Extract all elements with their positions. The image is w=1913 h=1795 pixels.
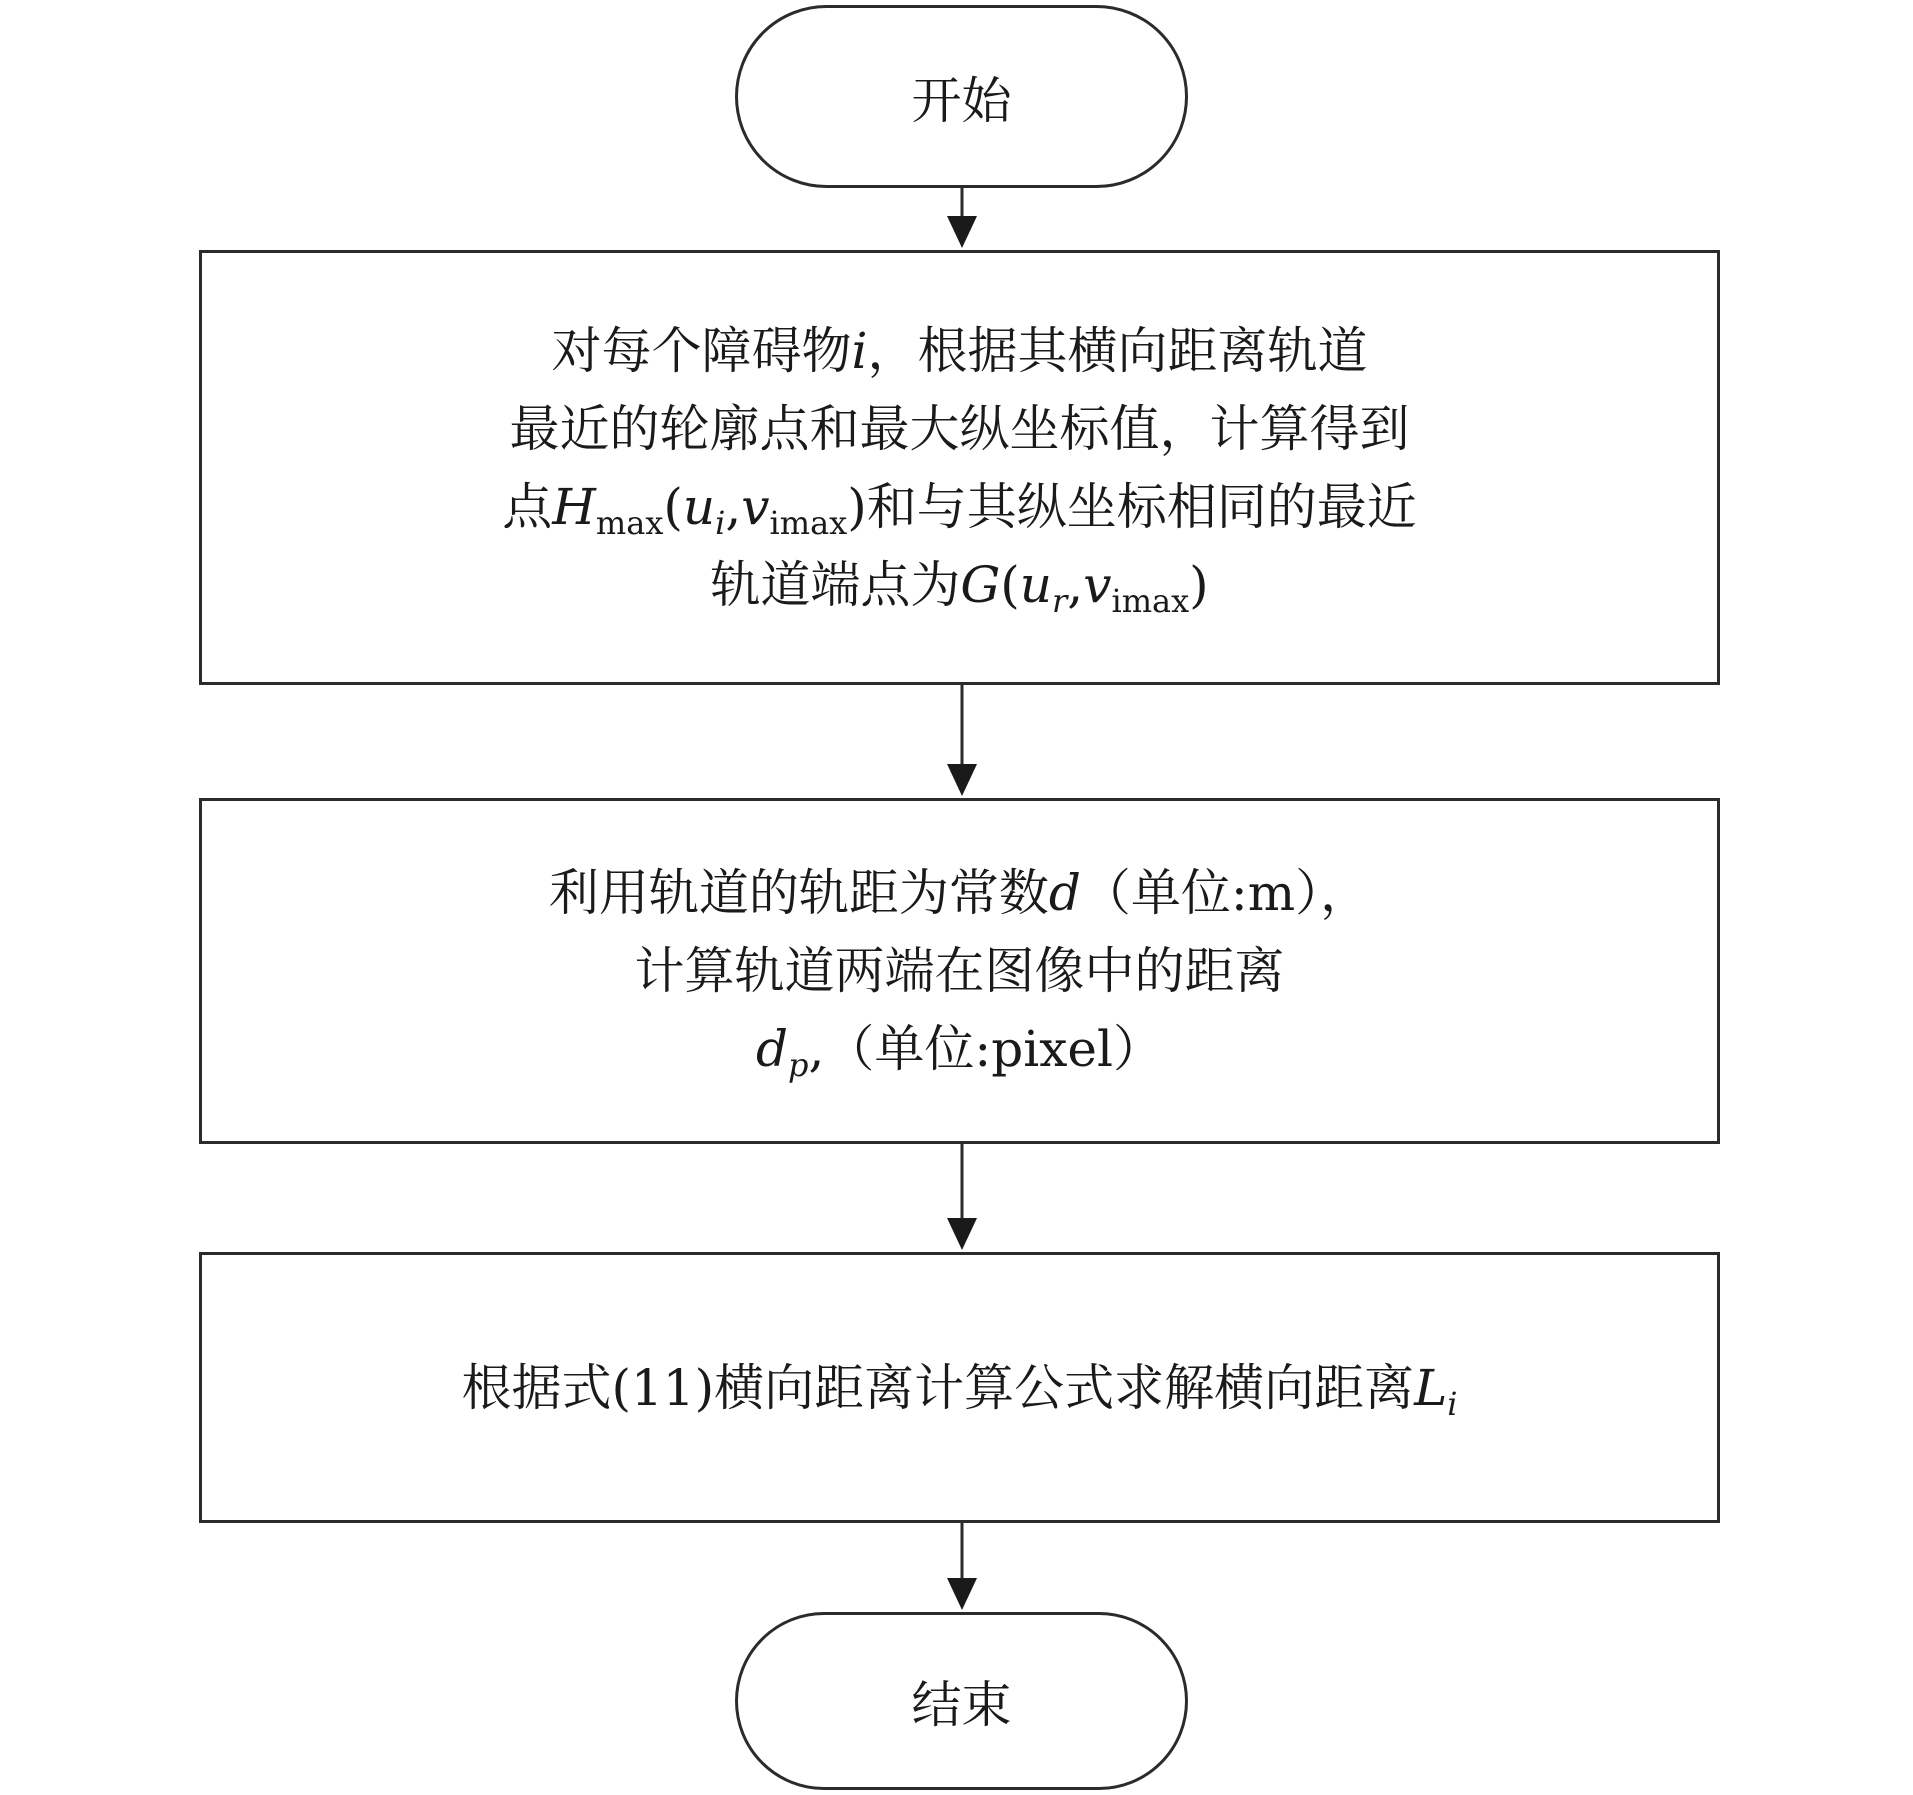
step1-line3: 点$H_{max}(u_i,v_{imax})$和与其纵坐标相同的最近 [502,477,1417,542]
start-terminal [735,5,1188,188]
start-label: 开始 [911,71,1012,130]
end-terminal [735,1612,1188,1790]
arrow-step2-to-step3 [947,1144,977,1250]
step2-line3: $d_p$,（单位:pixel） [755,1020,1164,1084]
arrow-step1-to-step2 [947,685,977,796]
step3-line1: 根据式(11)横向距离计算公式求解横向距离$L_i$ [461,1358,1458,1423]
step2-line2: 计算轨道两端在图像中的距离 [634,942,1285,1000]
step2-line1: 利用轨道的轨距为常数d（单位:m）， [548,864,1371,922]
end-label: 结束 [911,1676,1012,1734]
arrow-start-to-step1 [947,188,977,248]
process-box-solve-lateral-distance [199,1252,1720,1523]
process-box-track-gauge [199,798,1720,1144]
arrow-step3-to-end [947,1523,977,1610]
step1-line1: 对每个障碍物i，根据其横向距离轨道 [551,321,1368,380]
step1-line2: 最近的轮廓点和最大纵坐标值，计算得到 [509,399,1410,458]
process-box-find-contour-point [199,250,1720,685]
step1-line4: 轨道端点为$G(u_r,v_{imax})$ [710,555,1209,620]
